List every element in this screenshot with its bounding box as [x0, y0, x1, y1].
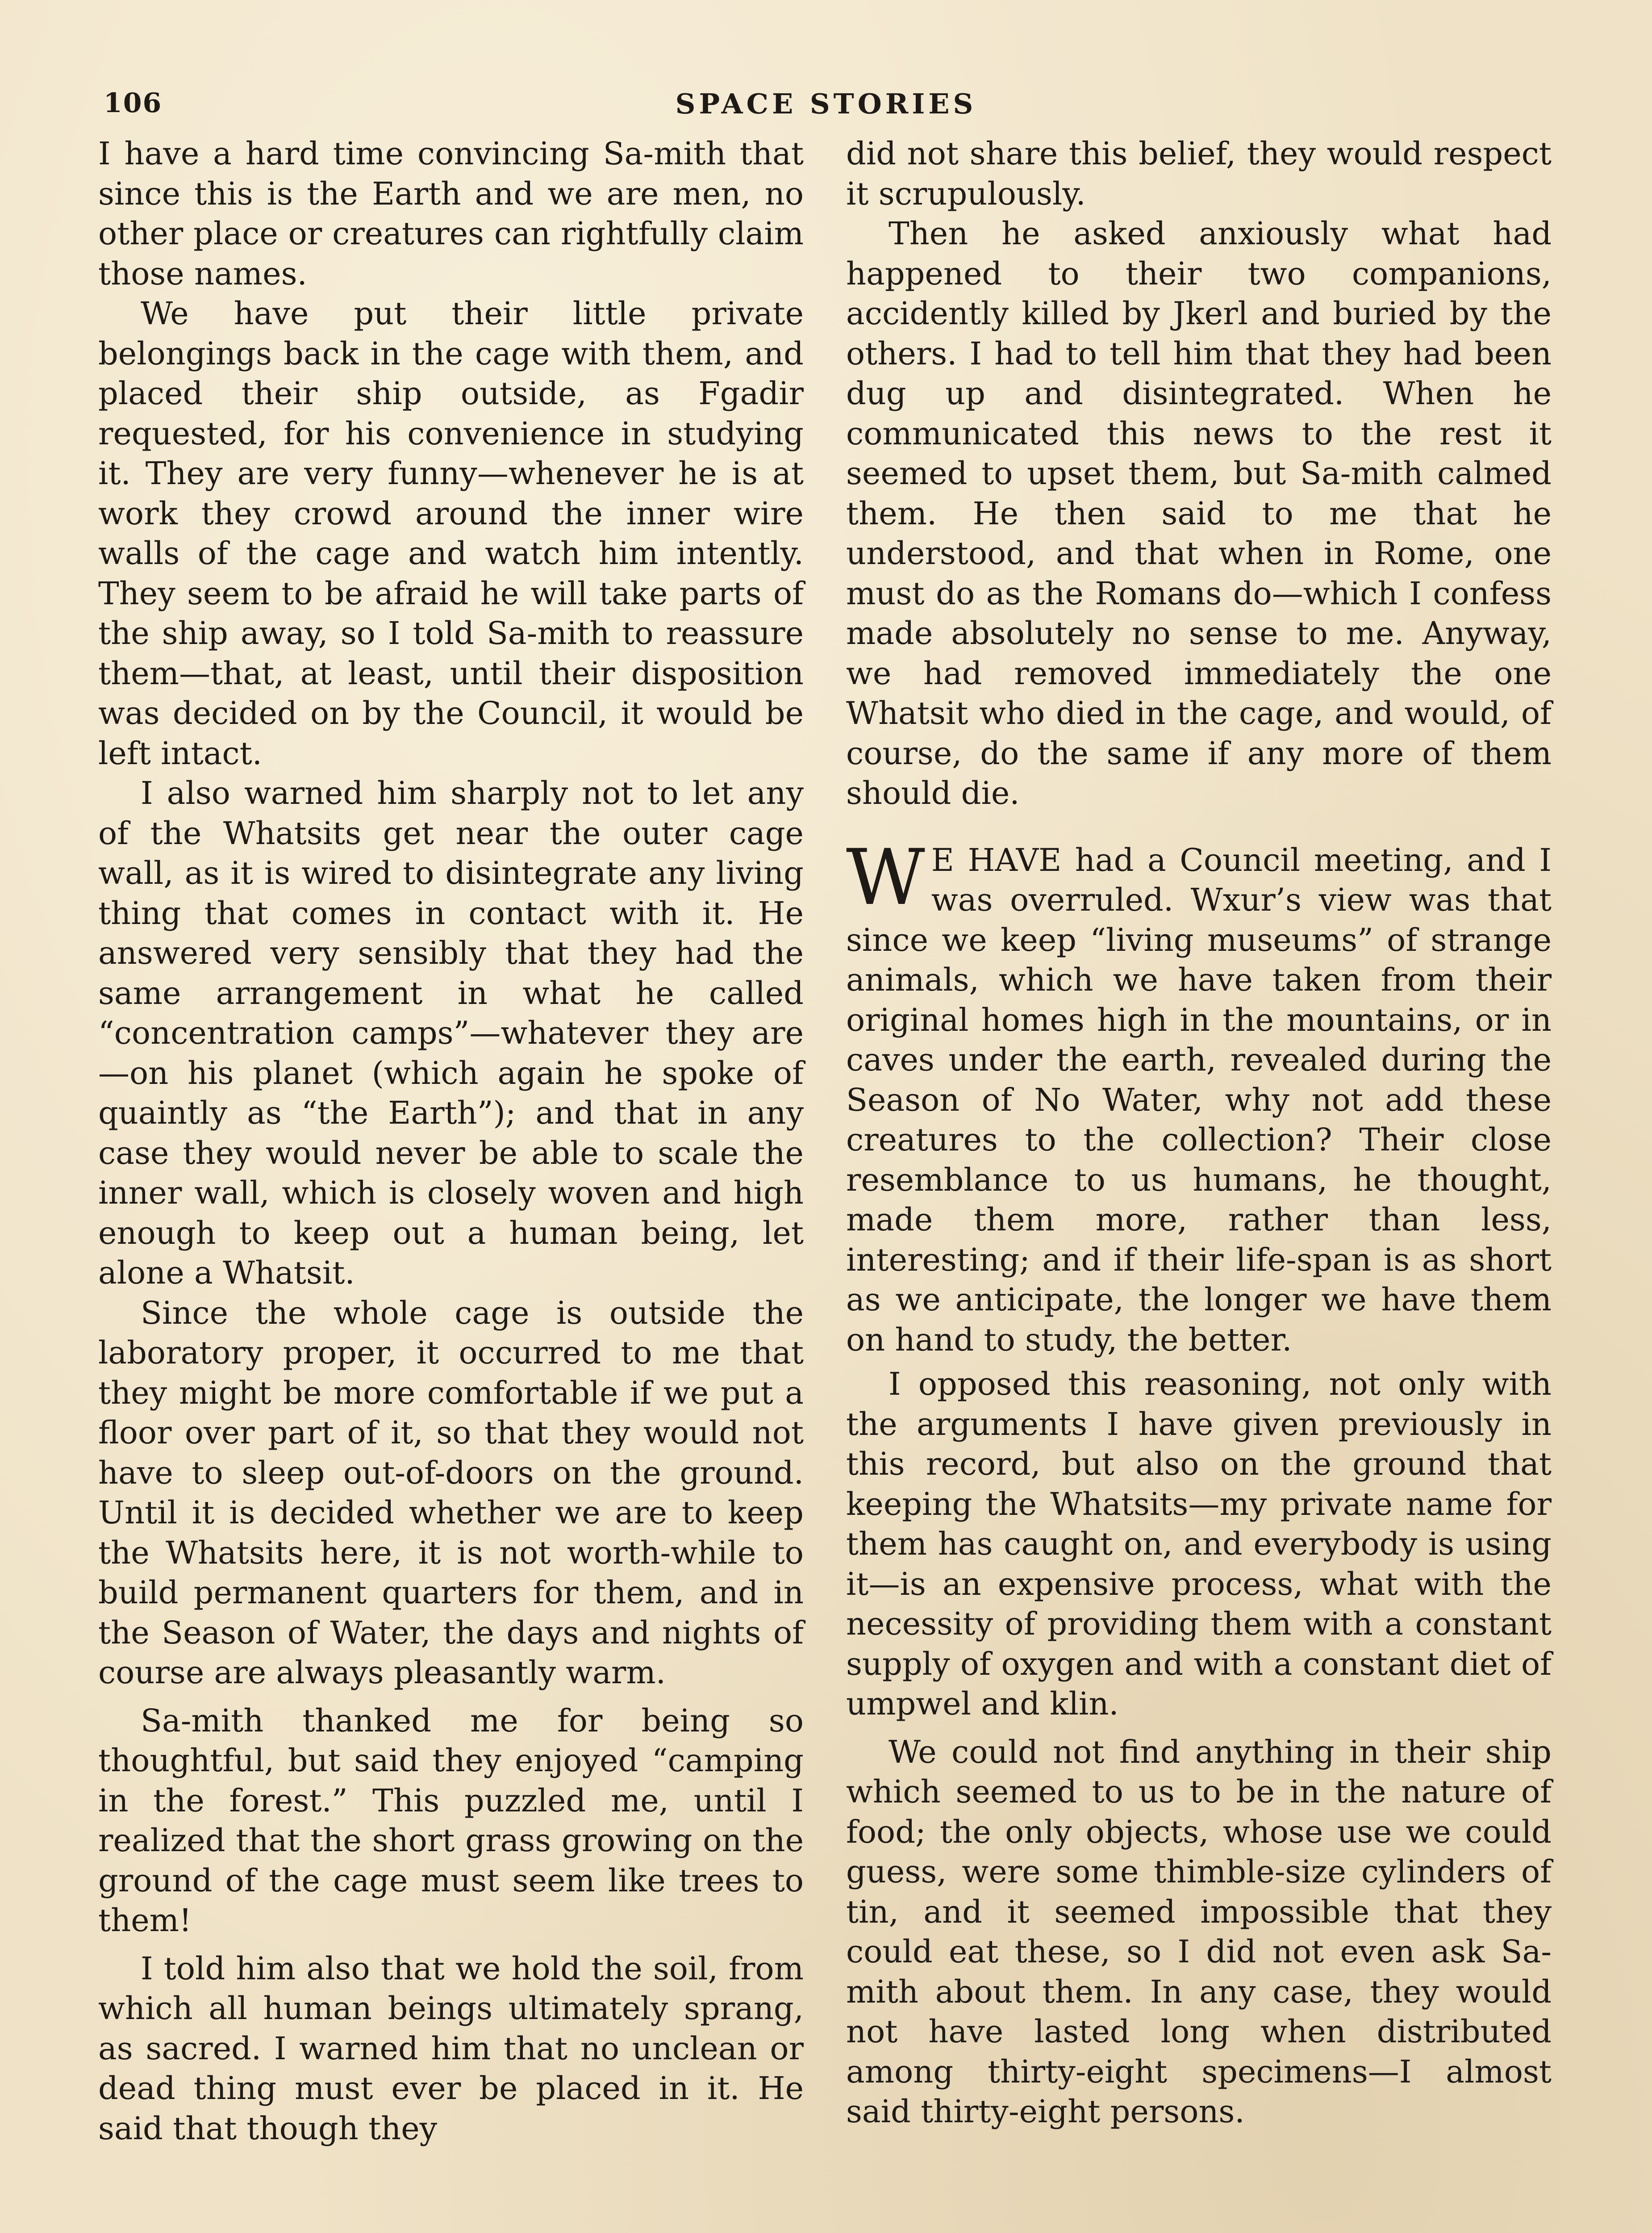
- paragraph: We could not find anything in their ship which seemed to us to be in the nature of food; the only objects, whose use we could guess, were some thimble-size cylinders of tin, and it seemed impossible that they could eat these, so I did not even ask Sa-mith about them. In any case, they would not have lasted long when distributed among thirty-eight specimens—I almost said thirty-eight persons.: [846, 1733, 1552, 2130]
- paragraph: Since the whole cage is outside the laboratory proper, it occurred to me that they might be more comfortable if we put a floor over part of it, so that they would not have to sleep out-of-doors on the ground. Until it is decided whether we are to keep the Whatsits here, it is not worth-while to build permanent quarters for them, and in the Season of Water, the days and nights of course are always pleasantly warm.: [98, 1294, 804, 1691]
- left-column: [98, 134, 804, 2149]
- page-number: 106: [104, 88, 163, 119]
- running-head-title: SPACE STORIES: [675, 88, 977, 120]
- paragraph: I opposed this reasoning, not only with the arguments I have given previously in this record, but also on the ground that keeping the Whatsits—my private name for them has caught on, and everybody is using it—is an expensive process, what with the necessity of providing them with a constant supply of oxygen and with a constant diet of umpwel and klin.: [846, 1366, 1552, 1722]
- section-break: [846, 814, 1552, 841]
- right-column: [846, 134, 1552, 2132]
- paragraph: I told him also that we hold the soil, from which all human beings ultimately sprang, as sacred. I warned him that no unclean or dead thing must ever be placed in it. He said that though they: [98, 1950, 804, 2147]
- paragraph: I have a hard time convincing Sa-mith that since this is the Earth and we are men, no other place or creatures can rightfully claim those names.: [98, 135, 804, 292]
- paragraph: Sa-mith thanked me for being so thoughtful, but said they enjoyed “camping in the forest.” This puzzled me, until I realized that the short grass growing on the ground of the cage must seem like trees to them!: [98, 1702, 804, 1939]
- paragraph: We have put their little private belongings back in the cage with them, and placed their ship outside, as Fgadir requested, for his convenience in studying it. They are very funny—whenever he is at work they crowd around the inner wire walls of the cage and watch him intently. They seem to be afraid he will take parts of the ship away, so I told Sa-mith to reassure them—that, at least, until their disposition was decided on by the Council, it would be left intact.: [98, 295, 804, 772]
- paragraph: did not share this belief, they would respect it scrupulously.: [846, 135, 1552, 212]
- paragraph: Then he asked anxiously what had happened to their two companions, accidently killed by Jkerl and buried by the others. I had to tell him that they had been dug up and disintegrated. When he communicated this news to the rest it seemed to upset them, but Sa-mith calmed them. He then said to me that he understood, and that when in Rome, one must do as the Romans do—which I confess made absolutely no sense to me. Anyway, we had removed immediately the one Whatsit who died in the cage, and would, of course, do the same if any more of them should die.: [846, 215, 1552, 811]
- section-opening-paragraph: [846, 832, 1552, 1360]
- paragraph: I also warned him sharply not to let any of the Whatsits get near the outer cage wall, as it is wired to disintegrate any living thing that comes in contact with it. He answered very sensibly that they had the same arrangement in what he called “concentration camps”—whatever they are—on his planet (which again he spoke of quaintly as “the Earth”); and that in any case they would never be able to scale the inner wall, which is closely woven and high enough to keep out a human being, let alone a Whatsit.: [98, 775, 804, 1291]
- drop-cap: W: [846, 832, 925, 922]
- section-opening-text: E HAVE had a Council meeting, and I was overruled. Wxur’s view was that since we keep “living museums” of strange animals, which we have taken from their original homes high in the mountains, or in caves under the earth, revealed during the Season of No Water, why not add these creatures to the collection? Their close resemblance to us humans, he thought, made them more, rather than less, interesting; and if their life-span is as short as we anticipate, the longer we have them on hand to study, the better.: [846, 841, 1552, 1358]
